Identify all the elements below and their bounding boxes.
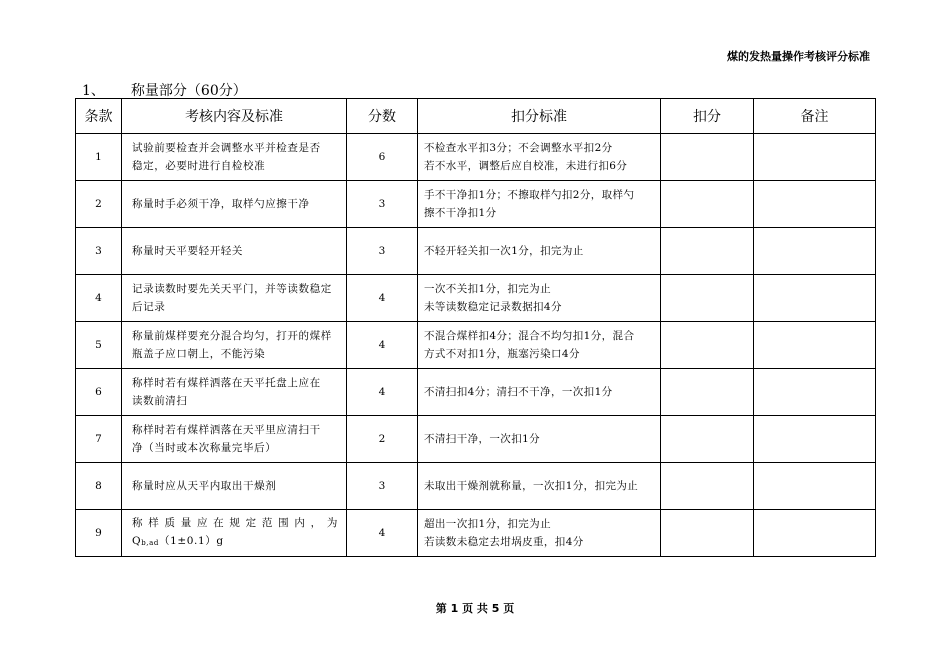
clause-number: 3 — [76, 228, 122, 275]
deduction-standard — [418, 275, 661, 322]
deduction-cell — [661, 275, 754, 322]
content-char: 在 — [213, 517, 225, 529]
score-value: 2 — [347, 416, 418, 463]
table-row — [76, 463, 876, 510]
formula-symbol: Q — [132, 535, 142, 547]
assessment-content — [122, 275, 347, 322]
formula-range: （1±0.1）g — [158, 535, 224, 547]
deduction-standard — [418, 416, 661, 463]
deduction-standard — [418, 228, 661, 275]
clause-number: 6 — [76, 369, 122, 416]
content-line: 称样时若有煤样洒落在天平托盘上应在 — [132, 377, 321, 389]
content-line: 读数前清扫 — [132, 395, 188, 407]
content-char: 内 — [294, 517, 306, 529]
content-char: 应 — [196, 517, 209, 529]
remarks-cell — [754, 369, 876, 416]
section-title — [82, 80, 247, 100]
content-line: 瓶盖子应口朝上，不能污染 — [132, 348, 266, 360]
deduction-line: 一次不关扣1分，扣完为止 — [424, 283, 551, 295]
assessment-content — [122, 463, 347, 510]
score-value: 4 — [347, 510, 418, 557]
remarks-cell — [754, 134, 876, 181]
remarks-cell — [754, 322, 876, 369]
deduction-line: 超出一次扣1分，扣完为止 — [424, 518, 551, 530]
assessment-content — [122, 134, 347, 181]
deduction-cell — [661, 134, 754, 181]
deduction-cell — [661, 510, 754, 557]
score-value: 4 — [347, 369, 418, 416]
score-value: 3 — [347, 463, 418, 510]
clause-number: 9 — [76, 510, 122, 557]
assessment-content — [122, 369, 347, 416]
score-value: 6 — [347, 134, 418, 181]
content-char: 量 — [180, 517, 192, 529]
content-char: 范 — [261, 517, 273, 529]
deduction-cell — [661, 416, 754, 463]
deduction-cell — [661, 369, 754, 416]
assessment-content — [122, 510, 347, 557]
deduction-line: 擦不干净扣1分 — [424, 207, 497, 219]
content-line — [132, 532, 338, 552]
deduction-standard — [418, 322, 661, 369]
content-char: ， — [310, 517, 322, 529]
deduction-line: 若不水平，调整后应自校准，未进行扣6分 — [424, 160, 628, 172]
content-line: 称样时若有煤样洒落在天平里应清扫干 — [132, 424, 321, 436]
content-char: 称 — [132, 517, 144, 529]
clause-number: 5 — [76, 322, 122, 369]
deduction-line: 手不干净扣1分；不擦取样勺扣2分，取样勺 — [424, 189, 635, 201]
column-header-remarks: 备注 — [754, 99, 876, 134]
deduction-line: 不检查水平扣3分；不会调整水平扣2分 — [424, 142, 613, 154]
remarks-cell — [754, 463, 876, 510]
content-char: 样 — [148, 517, 160, 529]
content-line: 稳定，必要时进行自检校准 — [132, 160, 266, 172]
remarks-cell — [754, 228, 876, 275]
table-row — [76, 369, 876, 416]
content-char: 质 — [164, 517, 176, 529]
scoring-table — [75, 98, 876, 557]
document-header-title: 煤的发热量操作考核评分标准 — [727, 50, 870, 63]
remarks-cell — [754, 416, 876, 463]
deduction-standard — [418, 369, 661, 416]
deduction-line: 未等读数稳定记录数据扣4分 — [424, 301, 562, 313]
deduction-standard — [418, 510, 661, 557]
content-line: 称量时应从天平内取出干燥剂 — [132, 480, 277, 492]
deduction-cell — [661, 181, 754, 228]
deduction-line: 不轻开轻关扣一次1分，扣完为止 — [424, 245, 584, 257]
remarks-cell — [754, 181, 876, 228]
assessment-content — [122, 228, 347, 275]
assessment-content — [122, 322, 347, 369]
clause-number: 4 — [76, 275, 122, 322]
assessment-content — [122, 181, 347, 228]
clause-number: 8 — [76, 463, 122, 510]
deduction-line: 未取出干燥剂就称量，一次扣1分，扣完为止 — [424, 480, 639, 492]
table-row — [76, 228, 876, 275]
deduction-cell — [661, 322, 754, 369]
column-header-clause: 条款 — [76, 99, 122, 134]
deduction-line: 方式不对扣1分，瓶塞污染口4分 — [424, 348, 580, 360]
deduction-line: 不混合煤样扣4分；混合不均匀扣1分，混合 — [424, 330, 635, 342]
table-row — [76, 322, 876, 369]
clause-number: 7 — [76, 416, 122, 463]
clause-number: 1 — [76, 134, 122, 181]
content-char: 规 — [229, 517, 241, 529]
table-header-row — [76, 99, 876, 134]
content-line: 称量时天平要轻开轻关 — [132, 245, 243, 257]
content-char: 围 — [278, 517, 290, 529]
column-header-deduction-standard: 扣分标准 — [418, 99, 661, 134]
content-line: 试验前要检查并会调整水平并检查是否 — [132, 142, 321, 154]
deduction-line: 不清扫扣4分；清扫不干净，一次扣1分 — [424, 386, 613, 398]
content-line: 称量时手必须干净，取样勺应擦干净 — [132, 198, 310, 210]
content-line — [132, 514, 338, 532]
table-row — [76, 416, 876, 463]
section-name: 称量部分（60分） — [130, 83, 247, 99]
column-header-score: 分数 — [347, 99, 418, 134]
score-value: 3 — [347, 228, 418, 275]
formula-subscript: b,ad — [141, 539, 159, 547]
content-line: 净（当时或本次称量完毕后） — [132, 442, 277, 454]
deduction-standard — [418, 134, 661, 181]
column-header-deduction: 扣分 — [661, 99, 754, 134]
clause-number: 2 — [76, 181, 122, 228]
score-value: 4 — [347, 275, 418, 322]
deduction-standard — [418, 181, 661, 228]
score-value: 4 — [347, 322, 418, 369]
page-footer: 第 1 页 共 5 页 — [435, 602, 515, 615]
table-row — [76, 275, 876, 322]
deduction-line: 若读数未稳定去坩埚皮重，扣4分 — [424, 536, 584, 548]
deduction-cell — [661, 463, 754, 510]
content-line: 称量前煤样要充分混合均匀，打开的煤样 — [132, 330, 332, 342]
deduction-cell — [661, 228, 754, 275]
remarks-cell — [754, 275, 876, 322]
content-line: 后记录 — [132, 301, 166, 313]
column-header-content: 考核内容及标准 — [122, 99, 347, 134]
deduction-line: 不清扫干净，一次扣1分 — [424, 433, 541, 445]
content-char: 定 — [245, 517, 257, 529]
table-row — [76, 510, 876, 557]
table-row — [76, 134, 876, 181]
assessment-content — [122, 416, 347, 463]
content-line: 记录读数时要先关天平门，并等读数稳定 — [132, 283, 332, 295]
content-char: 为 — [326, 517, 338, 529]
deduction-standard — [418, 463, 661, 510]
table-row — [76, 181, 876, 228]
section-number: 1、 — [82, 83, 105, 99]
remarks-cell — [754, 510, 876, 557]
score-value: 3 — [347, 181, 418, 228]
